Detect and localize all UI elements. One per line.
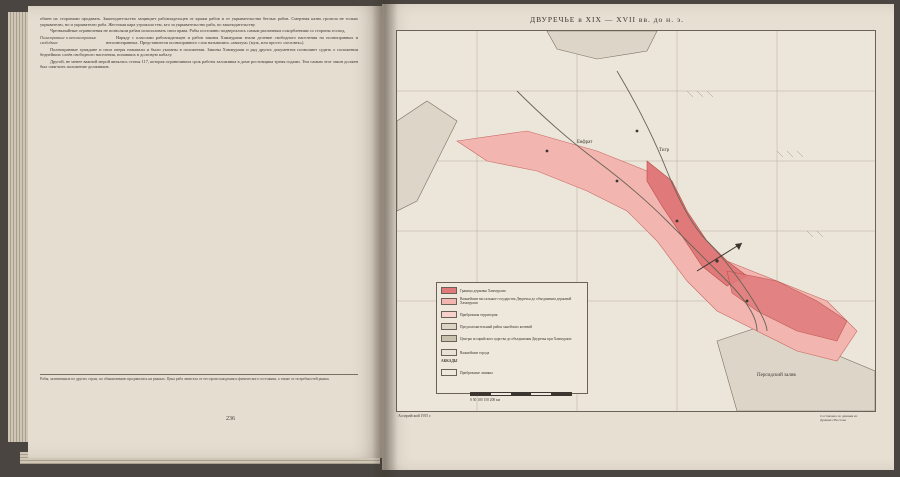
sidenote: Полноправные и неполноправные свободные bbox=[40, 34, 97, 45]
map-credit-right: Составлено по данным из Древнего Востока bbox=[820, 414, 858, 422]
left-page-text bbox=[40, 16, 358, 71]
paragraph-2: Чрезвычайные ограничения не позволяли рабам использовать свои права. Рабы постоянно подвергались самым различным оскорблениям со стороны господ. bbox=[50, 28, 346, 33]
black-sea bbox=[547, 31, 657, 59]
book-spine bbox=[372, 0, 398, 477]
legend-swatch bbox=[441, 323, 457, 330]
legend-swatch bbox=[441, 369, 457, 376]
scale-bar bbox=[470, 392, 572, 396]
legend-swatch bbox=[441, 335, 457, 342]
euphrates-label: Евфрат bbox=[577, 140, 593, 145]
map-legend bbox=[436, 282, 588, 394]
legend-item: Прибрежные лиманы bbox=[441, 369, 581, 376]
paragraph-4: Полноправные граждане и свои оперы называли и были указаны в положении. Законы Хаммурапи и ряд других документов позволяют судить о положении беднейших слоёв свободного населения, попавших в долговую кабалу. bbox=[40, 46, 358, 57]
left-page bbox=[28, 6, 383, 458]
page-edges-left bbox=[8, 12, 30, 442]
paragraph-3: Наряду с классами рабовладельцев и рабов законы Хаммурапи знали деление свободного населения на полноправных и неполноправных. Представители полноправного слоя назывались «авилум» (муж, или просто «человек»). bbox=[106, 34, 358, 45]
legend-item: Прибрежная территория bbox=[441, 311, 581, 318]
legend-item: Важнейшие вассальные государства Двуречья до объединения державой Хаммурапи bbox=[441, 297, 581, 305]
legend-item: Предположительный район ханейских кочевий bbox=[441, 323, 581, 330]
scale-label: 0 50 100 150 200 км bbox=[470, 398, 501, 402]
legend-title: АККАДЫ bbox=[441, 359, 458, 363]
legend-swatch bbox=[441, 349, 457, 356]
mediterranean-sea bbox=[397, 101, 457, 211]
mountain-hatching bbox=[687, 91, 823, 237]
footnote: Рабы, захваченные из других стран, по обыкновению продавались на рынках. Цена раба зависела от его происхождения и физического состояния, а также от потребностей рынка. bbox=[40, 374, 358, 382]
tigris-label: Тигр bbox=[659, 148, 670, 153]
legend-item: Центры ассирийского царства до объединения Двуречья при Хаммурапи bbox=[441, 335, 581, 342]
sidenote-block bbox=[40, 35, 358, 46]
legend-swatch bbox=[441, 287, 457, 294]
paragraph-5: Другой, не менее важной мерой являлась статья 117, которая ограничивала срок работы заложника в доме ростовщика тремя годами. Тем самым этот закон должен был смягчить положение должников. bbox=[40, 58, 358, 69]
legend-swatch bbox=[441, 311, 457, 318]
legend-swatch bbox=[441, 298, 457, 305]
map-credit-left: Ассирийский 1955 г. bbox=[398, 414, 432, 418]
legend-item: Важнейшие города bbox=[441, 349, 581, 356]
legend-item: Граница державы Хаммурапи bbox=[441, 287, 581, 294]
map-title: ДВУРЕЧЬЕ в XIX — XVII вв. до н. э. bbox=[530, 15, 685, 24]
page-number: 236 bbox=[226, 416, 235, 422]
persian-gulf-label: Персидский залив bbox=[757, 373, 796, 378]
paragraph-1: обмен их сторонами продавать. Законодательство защищает рабовладельцев от кражи рабов и от укрывательства беглых рабов. Смертная казнь грозила не только укрывателю, но и укрывателю раба. Жестокая кара угрожала тем, кто за укрывательство раба, по законодательству. bbox=[40, 16, 358, 27]
